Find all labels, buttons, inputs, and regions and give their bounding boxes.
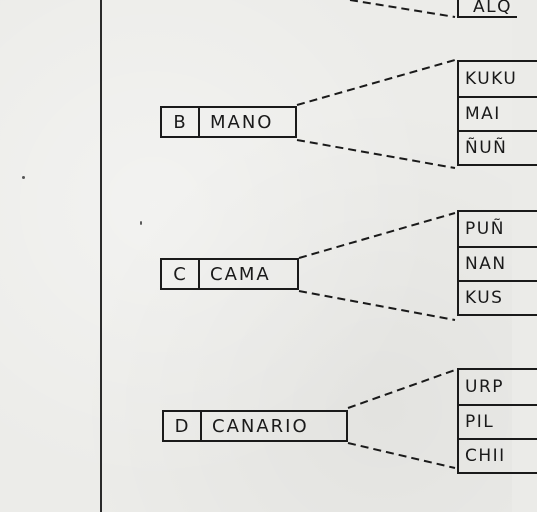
option-cell: URP [465, 377, 505, 397]
item-word: MANO [210, 111, 274, 133]
option-fragment-top-text: ALQ [473, 0, 512, 17]
option-cell: KUS [459, 280, 537, 314]
connector-b-upper [297, 60, 455, 105]
connector-b-lower [297, 140, 455, 168]
connector-c-lower [299, 291, 455, 320]
connector-d-lower [348, 443, 455, 468]
item-letter: C [162, 260, 200, 288]
option-cell: CHII [459, 438, 537, 472]
option-cell: PUÑ [465, 219, 505, 239]
item-box-d [162, 410, 348, 442]
item-word: CANARIO [212, 415, 309, 437]
item-word: CAMA [210, 263, 271, 285]
option-cell: ÑUÑ [459, 130, 537, 164]
item-letter: B [162, 108, 200, 136]
connector-c-upper [299, 213, 455, 258]
item-box-c [160, 258, 299, 290]
connector-top-fragment [350, 0, 455, 17]
option-cell: NAN [459, 246, 537, 280]
options-group-c [457, 210, 537, 316]
item-box-b [160, 106, 297, 138]
option-cell: MAI [459, 96, 537, 130]
item-letter: D [164, 412, 202, 440]
options-group-b [457, 60, 537, 166]
option-cell: PIL [459, 404, 537, 438]
option-fragment-top [457, 0, 517, 18]
option-cell: KUKU [465, 69, 518, 89]
connector-d-upper [348, 370, 455, 408]
options-group-d [457, 368, 537, 474]
